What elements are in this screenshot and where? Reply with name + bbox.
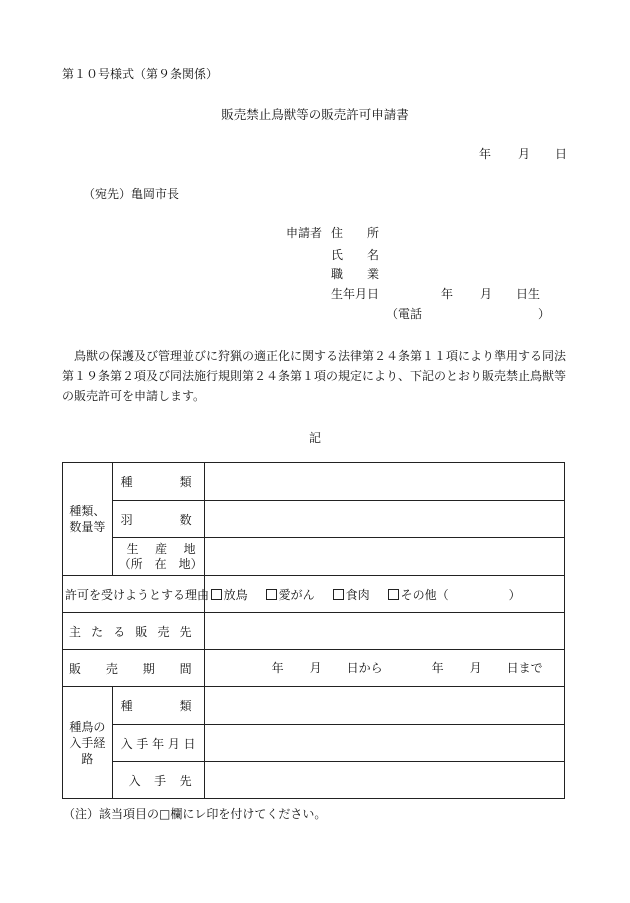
- applicant-name-label: 氏 名: [331, 248, 380, 262]
- period-label: 販 売 期 間: [63, 650, 205, 687]
- date-month: 月: [518, 147, 531, 161]
- date-day: 日: [555, 147, 568, 161]
- period-from-month: 月: [309, 661, 322, 675]
- applicant-address-label: 住 所: [331, 226, 380, 240]
- purpose-options: [204, 576, 564, 613]
- origin-sub-label: （所 在 地）: [118, 556, 203, 571]
- ki-heading: 記: [308, 431, 321, 445]
- purpose-label: 許可を受けようとする理由: [63, 576, 205, 613]
- form-number: 第１０号様式（第９条関係）: [62, 67, 219, 81]
- phone-open: （電話: [386, 307, 423, 321]
- checkbox-icon: [211, 589, 222, 600]
- acquired-date-label: 入 手 年 月 日: [112, 725, 204, 762]
- applicant-label: 申請者: [286, 226, 323, 240]
- origin-label: 生 産 地 （所 在 地）: [112, 538, 204, 576]
- purpose-option-other[interactable]: その他（ ）: [388, 586, 521, 603]
- main-buyer-label: 主 た る 販 売 先: [63, 613, 205, 650]
- acquired-from-field[interactable]: [204, 762, 564, 799]
- checkbox-icon: [388, 589, 399, 600]
- application-table: [62, 462, 565, 799]
- type-field[interactable]: [204, 463, 564, 501]
- applicant-occupation-label: 職 業: [331, 267, 380, 281]
- count-field[interactable]: [204, 501, 564, 538]
- main-buyer-field[interactable]: [204, 613, 564, 650]
- birth-month: 月: [480, 287, 493, 301]
- date-year: 年: [479, 147, 492, 161]
- seed-type-label: 種 類: [112, 687, 204, 725]
- acquired-date-field[interactable]: [204, 725, 564, 762]
- seed-type-field[interactable]: [204, 687, 564, 725]
- group-type-quantity: [63, 463, 113, 576]
- applicant-birthdate-label: 生年月日: [331, 287, 380, 301]
- group1-line2: 数量等: [69, 520, 106, 534]
- purpose-option-pet[interactable]: 愛がん: [266, 586, 315, 603]
- period-from-year: 年: [271, 661, 284, 675]
- phone-close: ）: [538, 307, 551, 321]
- purpose-option-meat[interactable]: 食肉: [333, 586, 370, 603]
- type-label: 種 類: [112, 463, 204, 501]
- birth-day: 日生: [516, 287, 541, 301]
- birth-year: 年: [441, 287, 454, 301]
- purpose-option-release[interactable]: 放鳥: [211, 586, 248, 603]
- period-to-day: 日まで: [506, 661, 543, 675]
- period-to-year: 年: [431, 661, 444, 675]
- checkbox-icon: [333, 589, 344, 600]
- group-seed-route: [63, 687, 113, 799]
- group1-line1: 種類、: [69, 504, 106, 518]
- checkbox-icon: [266, 589, 277, 600]
- period-field[interactable]: [204, 650, 564, 687]
- footnote: （注）該当項目の□欄にレ印を付けてください。: [63, 807, 327, 821]
- body-text: 鳥獣の保護及び管理並びに狩猟の適正化に関する法律第２４条第１１項により準用する同法第１９条第２項及び同法施行規則第２４条第１項の規定により、下記のとおり販売禁止鳥獣等の販売許可を申請します。: [62, 349, 567, 403]
- document-title: 販売禁止鳥獣等の販売許可申請書: [221, 107, 409, 122]
- count-label: 羽 数: [112, 501, 204, 538]
- acquired-from-label: 入 手 先: [112, 762, 204, 799]
- addressee: （宛先）亀岡市長: [83, 187, 180, 201]
- period-to-month: 月: [469, 661, 482, 675]
- group2-line1: 種鳥の: [69, 719, 106, 734]
- period-from-day: 日から: [346, 661, 383, 675]
- group2-line2: 入手経路: [69, 735, 106, 766]
- origin-field[interactable]: [204, 538, 564, 576]
